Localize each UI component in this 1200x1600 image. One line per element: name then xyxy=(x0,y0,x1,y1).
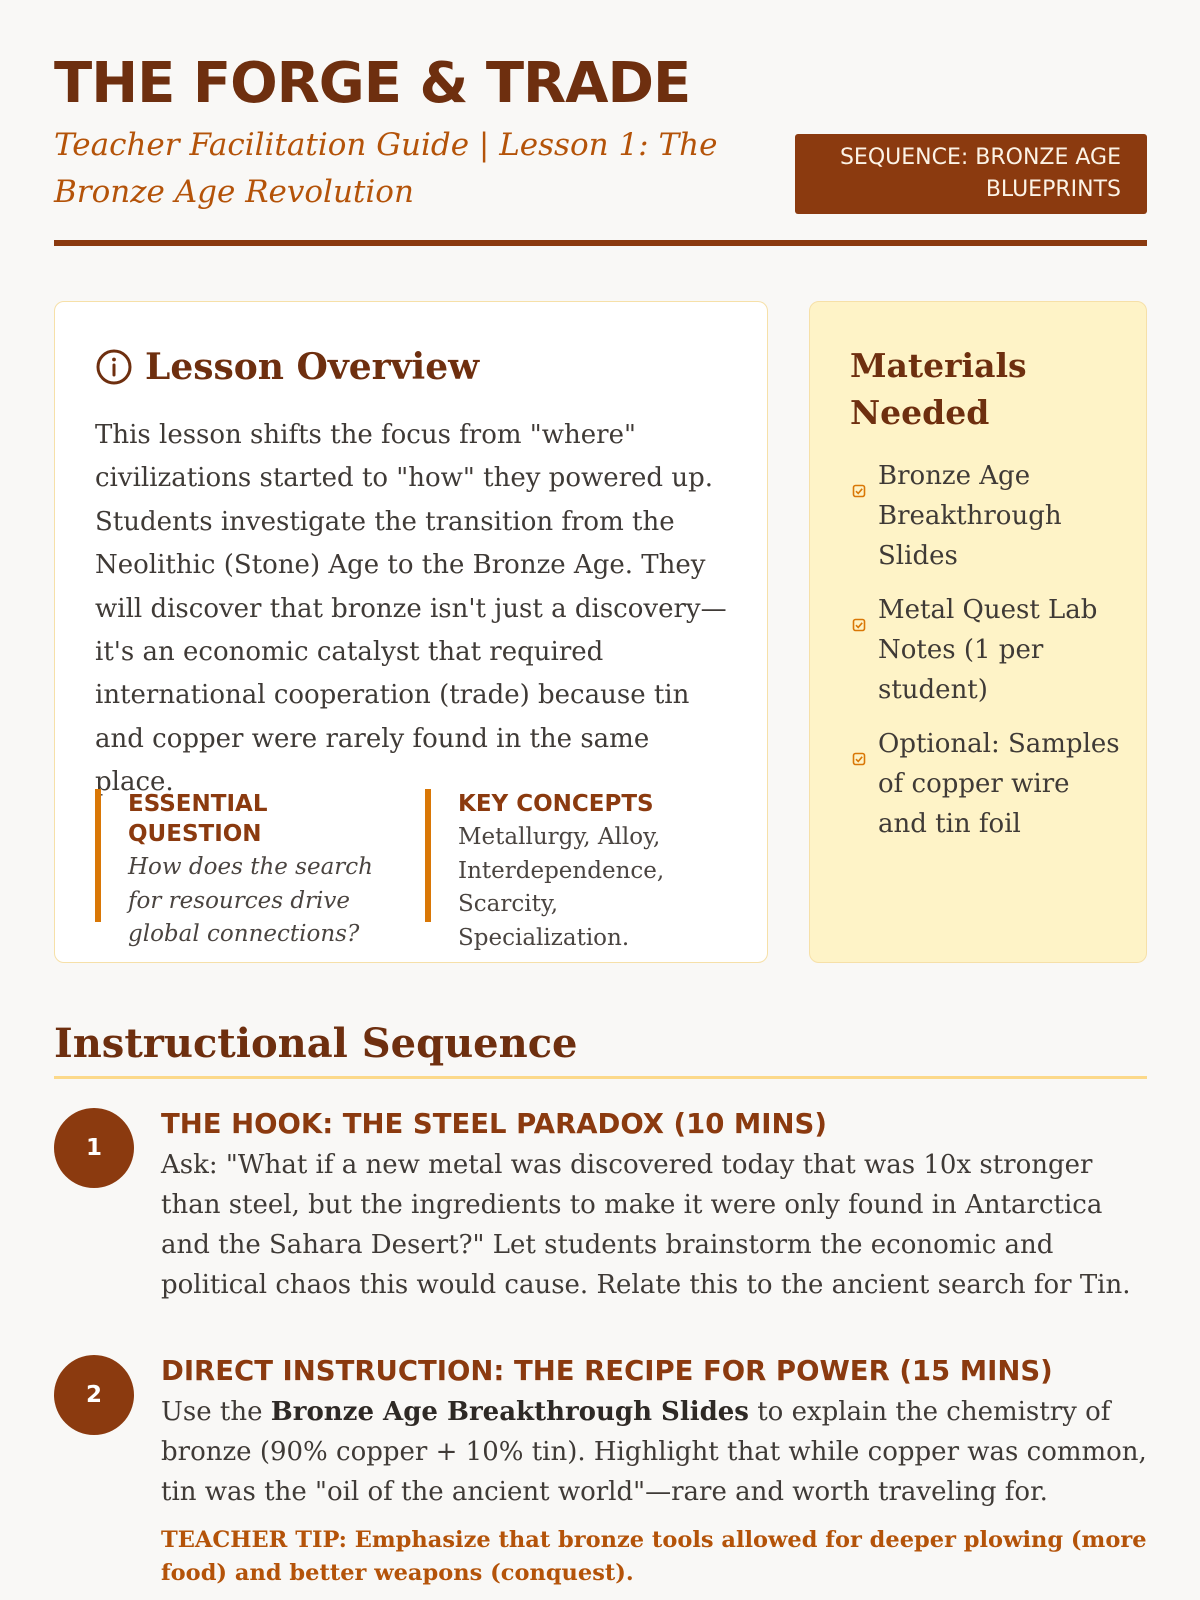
materials-item-text: Optional: Samples of copper wire and tin foil xyxy=(878,729,1120,839)
essential-question-label: ESSENTIAL QUESTION xyxy=(128,791,268,847)
essential-question-text: How does the search for resources drive global connections? xyxy=(128,854,373,947)
key-concepts-text: Metallurgy, Alloy, Interdependence, Scarcity, Specialization. xyxy=(458,824,665,951)
teacher-tip: TEACHER TIP: Emphasize that bronze tools allowed for deeper plowing (more food) and better weapons (conquest). xyxy=(161,1527,1147,1586)
sequence-badge: SEQUENCE: BRONZE AGE BLUEPRINTS xyxy=(795,134,1147,214)
materials-card xyxy=(809,301,1147,963)
slides-resource-name: Bronze Age Breakthrough Slides xyxy=(270,1397,749,1427)
essential-question xyxy=(95,789,395,947)
materials-heading: Materials Needed xyxy=(850,346,1027,432)
instructional-sequence-heading: Instructional Sequence xyxy=(54,1020,578,1067)
step-title: DIRECT INSTRUCTION: THE RECIPE FOR POWER (15 MINS) xyxy=(161,1355,1053,1387)
page-header xyxy=(54,52,1147,248)
step-text-lead: Use the xyxy=(161,1397,271,1427)
checkbox-icon xyxy=(852,738,866,778)
checkbox-icon xyxy=(852,604,866,644)
list-item xyxy=(850,456,1120,576)
step-text-rest: to explain the chemistry of bronze (90% copper + 10% tin). Highlight that while copper was common, tin was the "oil of the ancient world"—rare and worth traveling for. xyxy=(161,1397,1147,1507)
materials-item-text: Bronze Age Breakthrough Slides xyxy=(878,461,1062,571)
header-divider xyxy=(54,240,1147,246)
step-number-badge: 1 xyxy=(54,1108,134,1188)
materials-item-text: Metal Quest Lab Notes (1 per student) xyxy=(878,595,1098,705)
step-title: THE HOOK: THE STEEL PARADOX (10 MINS) xyxy=(161,1108,827,1140)
checkbox-icon xyxy=(852,470,866,510)
step-text xyxy=(161,1392,1151,1512)
list-item xyxy=(850,590,1120,710)
lesson-overview-card xyxy=(54,301,768,963)
page-subtitle: Teacher Facilitation Guide | Lesson 1: The Bronze Age Revolution xyxy=(54,127,718,210)
step-text: Ask: "What if a new metal was discovered today that was 10x stronger than steel, but the ingredients to make it were only found in Antarctica and the Sahara Desert?" Let students brainstorm the economic and political chaos this would cause. Relate this to the ancient search for Tin. xyxy=(161,1150,1131,1300)
list-item xyxy=(850,724,1120,844)
step-number-badge: 2 xyxy=(54,1355,134,1435)
info-circle-icon xyxy=(95,348,133,386)
lesson-overview-title: Lesson Overview xyxy=(145,346,480,388)
materials-list xyxy=(850,456,1120,858)
step-body xyxy=(161,1107,1151,1305)
lesson-overview-heading xyxy=(95,346,479,388)
lesson-overview-text: This lesson shifts the focus from "where" civilizations started to "how" they powered up. Students investigate the transition from the Neolithic (Stone) Age to the Bronze Age. They will discover that bronze isn't just a discovery—it's an economic catalyst that required international cooperation (trade) because tin and copper were rarely found in the same place. xyxy=(95,420,727,798)
page-title: THE FORGE & TRADE xyxy=(54,51,691,116)
key-concepts-label: KEY CONCEPTS xyxy=(458,791,654,817)
step-body xyxy=(161,1354,1151,1590)
key-concepts xyxy=(425,789,725,951)
sequence-divider xyxy=(54,1076,1147,1079)
